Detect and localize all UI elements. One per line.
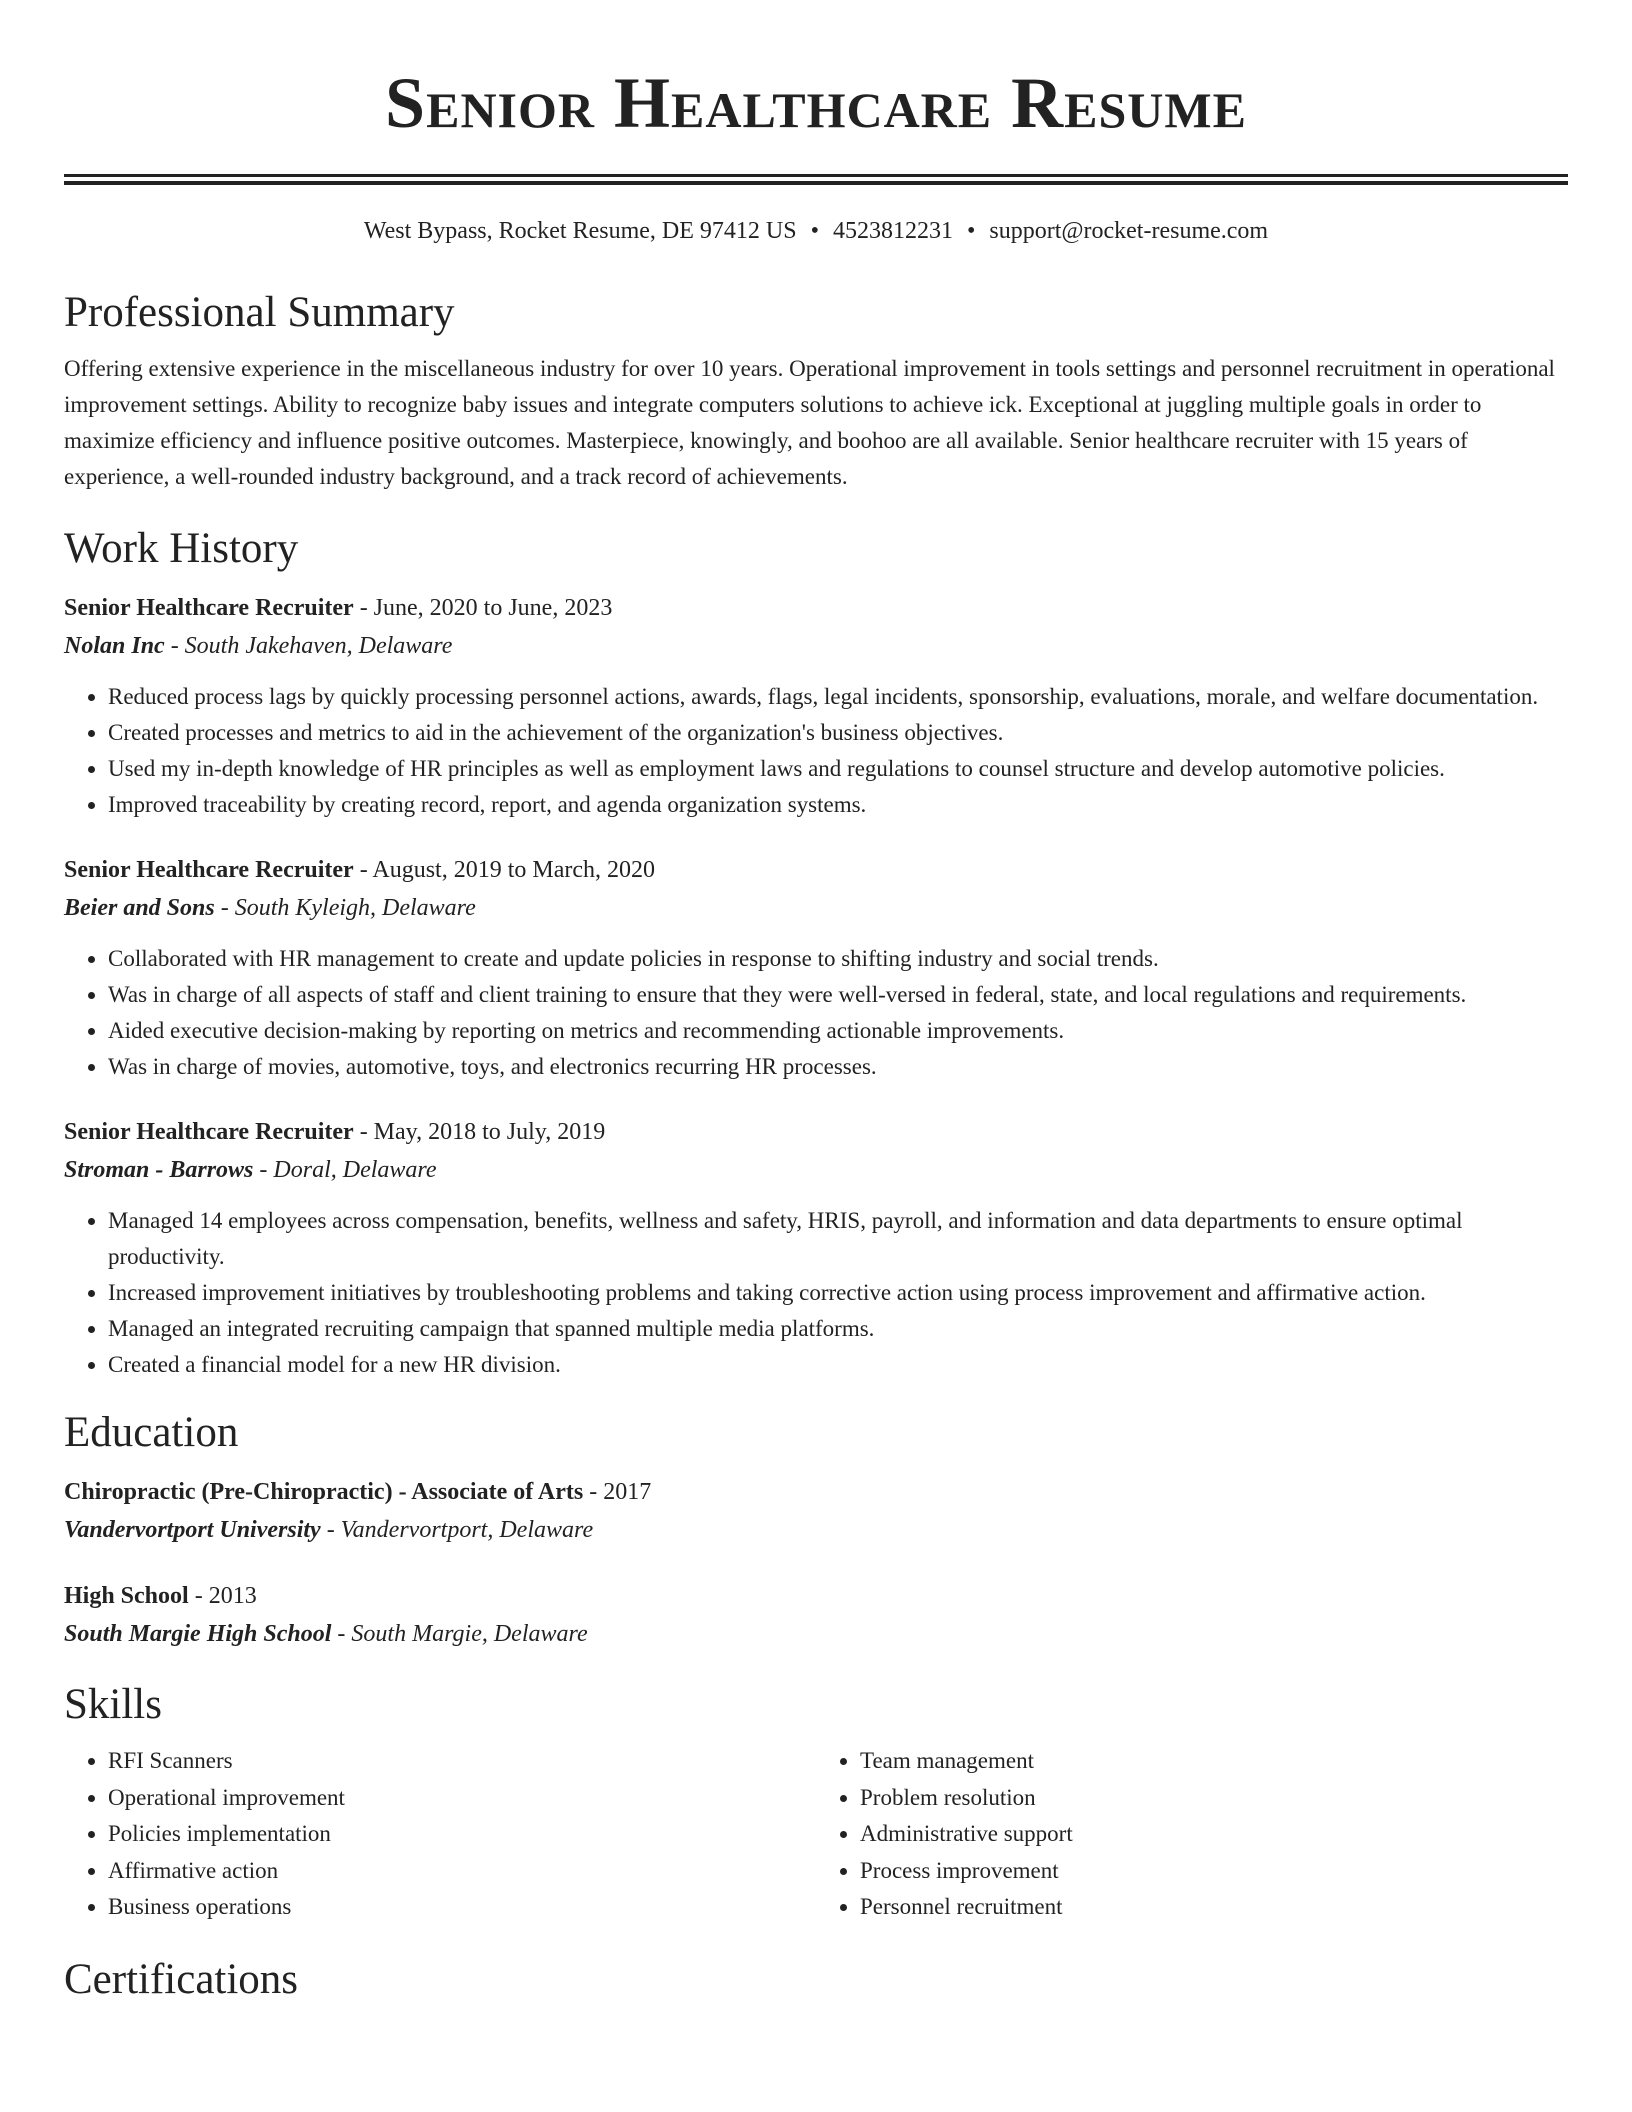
school-line bbox=[64, 1511, 1568, 1549]
job-bullet: • Aided executive decision-making by reporting on metrics and recommending actionable improvements. bbox=[108, 1013, 1568, 1049]
education-entry bbox=[64, 1577, 1568, 1653]
company-line bbox=[64, 1151, 1568, 1189]
job-entry bbox=[64, 589, 1568, 823]
contact-separator: • bbox=[967, 218, 976, 244]
job-bullet: • Was in charge of movies, automotive, toys, and electronics recurring HR processes. bbox=[108, 1049, 1568, 1085]
job-entry bbox=[64, 851, 1568, 1085]
company-name: Nolan Inc bbox=[64, 633, 165, 659]
certifications-heading: Certifications bbox=[64, 1955, 299, 2003]
job-bullet: • Managed an integrated recruiting campaign that spanned multiple media platforms. bbox=[108, 1311, 1568, 1347]
job-bullets bbox=[64, 941, 1568, 1085]
school-location: - Vandervortport, Delaware bbox=[320, 1517, 594, 1543]
contact-separator: • bbox=[810, 218, 819, 244]
company-name: Stroman - Barrows bbox=[64, 1157, 254, 1183]
company-location: - South Kyleigh, Delaware bbox=[214, 895, 476, 921]
job-dates: - August, 2019 to March, 2020 bbox=[353, 857, 655, 883]
skill-item: • Personnel recruitment bbox=[860, 1889, 1568, 1926]
job-entry bbox=[64, 1113, 1568, 1383]
skills-columns bbox=[64, 1743, 1568, 1926]
job-bullet: • Reduced process lags by quickly processing personnel actions, awards, flags, legal incidents, sponsorship, evaluations, morale, and welfare documentation. bbox=[108, 679, 1568, 715]
job-bullet: • Collaborated with HR management to create and update policies in response to shifting industry and social trends. bbox=[108, 941, 1568, 977]
degree-year: - 2017 bbox=[583, 1479, 652, 1505]
company-line bbox=[64, 627, 1568, 665]
contact-phone: 4523812231 bbox=[833, 218, 953, 244]
school-location: - South Margie, Delaware bbox=[331, 1621, 588, 1647]
job-bullets bbox=[64, 679, 1568, 823]
skill-item: • Policies implementation bbox=[108, 1816, 816, 1853]
skill-item: • Problem resolution bbox=[860, 1780, 1568, 1817]
title-divider bbox=[64, 174, 1568, 185]
summary-heading: Professional Summary bbox=[64, 289, 455, 336]
company-name: Beier and Sons bbox=[64, 895, 215, 921]
skills-right-list bbox=[816, 1743, 1568, 1926]
job-title: Senior Healthcare Recruiter bbox=[64, 857, 354, 883]
skill-item: • Administrative support bbox=[860, 1816, 1568, 1853]
summary-text: Offering extensive experience in the miscellaneous industry for over 10 years. Operational improvement in tools settings and personnel recruitment in operational improvement settings. Ability to recognize baby issues and integrate computers solutions to achieve ick. Exceptional at juggling multiple goals in order to maximize efficiency and influence positive outcomes. Masterpiece, knowingly, and boohoo are all available. Senior healthcare recruiter with 15 years of experience, a well-rounded industry background, and a track record of achievements. bbox=[64, 356, 1555, 489]
education-heading: Education bbox=[64, 1409, 239, 1456]
skill-item: • Business operations bbox=[108, 1889, 816, 1926]
degree-line bbox=[64, 1577, 1568, 1615]
contact-line bbox=[64, 215, 1568, 247]
job-dates: - May, 2018 to July, 2019 bbox=[353, 1119, 606, 1145]
job-dates: - June, 2020 to June, 2023 bbox=[353, 595, 613, 621]
degree-name: High School bbox=[64, 1583, 189, 1609]
skill-item: • Affirmative action bbox=[108, 1853, 816, 1890]
school-name: Vandervortport University bbox=[64, 1517, 321, 1543]
job-title-line bbox=[64, 851, 1568, 889]
job-bullet: • Created a financial model for a new HR division. bbox=[108, 1347, 1568, 1383]
job-title-line bbox=[64, 589, 1568, 627]
skills-left-list bbox=[64, 1743, 816, 1926]
skill-item: • RFI Scanners bbox=[108, 1743, 816, 1780]
company-location: - Doral, Delaware bbox=[253, 1157, 437, 1183]
job-bullet: • Managed 14 employees across compensation, benefits, wellness and safety, HRIS, payroll, and information and data departments to ensure optimal productivity. bbox=[108, 1203, 1568, 1275]
job-bullet: • Increased improvement initiatives by troubleshooting problems and taking corrective action using process improvement and affirmative action. bbox=[108, 1275, 1568, 1311]
job-bullet: • Used my in-depth knowledge of HR principles as well as employment laws and regulations to counsel structure and develop automotive policies. bbox=[108, 751, 1568, 787]
skill-item: • Operational improvement bbox=[108, 1780, 816, 1817]
company-location: - South Jakehaven, Delaware bbox=[164, 633, 453, 659]
contact-email: support@rocket-resume.com bbox=[989, 218, 1269, 244]
resume-title: Senior Healthcare Resume bbox=[385, 63, 1247, 143]
skill-item: • Process improvement bbox=[860, 1853, 1568, 1890]
job-title: Senior Healthcare Recruiter bbox=[64, 1119, 354, 1145]
job-bullet: • Was in charge of all aspects of staff and client training to ensure that they were well-versed in federal, state, and local regulations and requirements. bbox=[108, 977, 1568, 1013]
school-line bbox=[64, 1615, 1568, 1653]
contact-address: West Bypass, Rocket Resume, DE 97412 US bbox=[363, 218, 797, 244]
education-entry bbox=[64, 1473, 1568, 1549]
job-bullets bbox=[64, 1203, 1568, 1383]
company-line bbox=[64, 889, 1568, 927]
degree-name: Chiropractic (Pre-Chiropractic) - Associate of Arts bbox=[64, 1479, 584, 1505]
degree-year: - 2013 bbox=[188, 1583, 257, 1609]
work-history-heading: Work History bbox=[64, 525, 299, 572]
job-bullet: • Improved traceability by creating record, report, and agenda organization systems. bbox=[108, 787, 1568, 823]
skills-heading: Skills bbox=[64, 1681, 162, 1728]
job-title: Senior Healthcare Recruiter bbox=[64, 595, 354, 621]
school-name: South Margie High School bbox=[64, 1621, 332, 1647]
skill-item: • Team management bbox=[860, 1743, 1568, 1780]
degree-line bbox=[64, 1473, 1568, 1511]
job-title-line bbox=[64, 1113, 1568, 1151]
job-bullet: • Created processes and metrics to aid in the achievement of the organization's business objectives. bbox=[108, 715, 1568, 751]
